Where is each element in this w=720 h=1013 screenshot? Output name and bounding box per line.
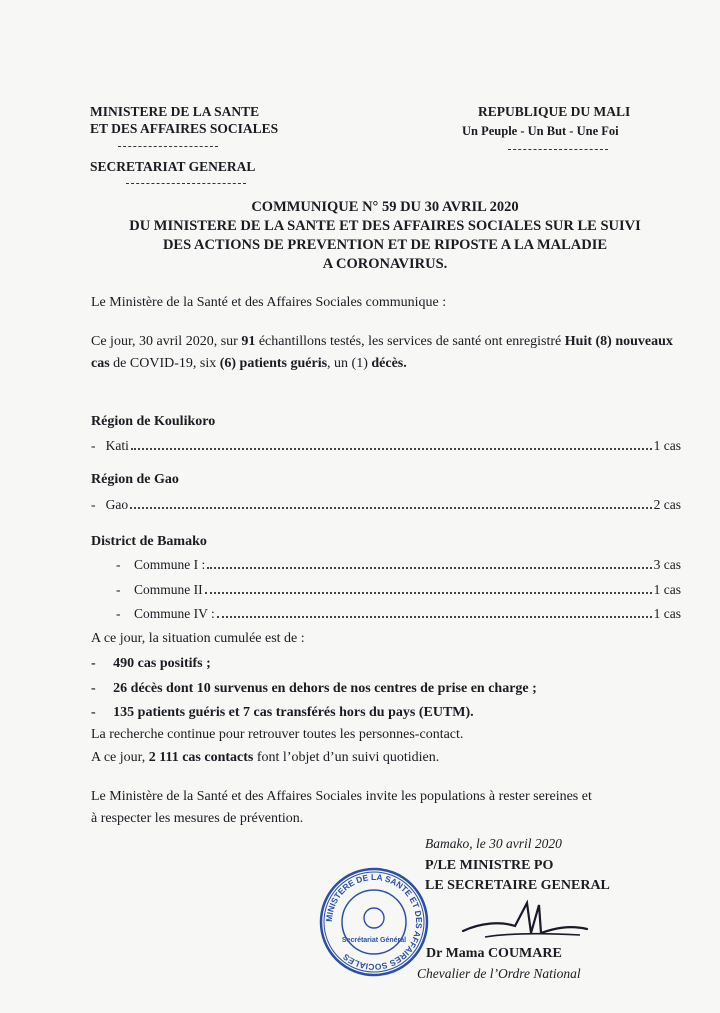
dot-leader	[131, 448, 652, 450]
for-minister: P/LE MINISTRE PO	[425, 858, 554, 873]
dot-leader	[217, 616, 652, 618]
cumulative-item: - 490 cas positifs ;	[91, 656, 211, 671]
header-separator	[126, 183, 246, 184]
summary-text: , un (1)	[327, 356, 372, 371]
signatory-name: Dr Mama COUMARE	[426, 946, 562, 961]
intro-text: Le Ministère de la Santé et des Affaires Sociales communique :	[91, 295, 447, 310]
stamp-outer-text: MINISTERE DE LA SANTE ET DES AFFAIRES SOCIALES	[323, 871, 425, 973]
contacts-count: 2 111 cas contacts	[148, 750, 254, 765]
place-name: Kati	[105, 438, 129, 453]
cumulative-text: 135 patients guéris et 7 cas transférés hors du pays (EUTM).	[113, 705, 474, 720]
cumulative-item: - 26 décès dont 10 survenus en dehors de nos centres de prise en charge ;	[91, 681, 537, 696]
dot-leader	[205, 592, 652, 594]
case-count: 3 cas	[653, 557, 681, 572]
header-separator	[508, 149, 608, 150]
signatory-honor: Chevalier de l’Ordre National	[417, 966, 581, 981]
cumulative-intro: A ce jour, la situation cumulée est de :	[91, 631, 305, 646]
place-date: Bamako, le 30 avril 2020	[425, 836, 562, 851]
contacts-text	[91, 747, 439, 769]
recovered-count: (6) patients guéris	[219, 356, 328, 371]
cumulative-text: 490 cas positifs ;	[113, 656, 211, 671]
bullet: -	[116, 557, 134, 572]
title-line: DU MINISTERE DE LA SANTE ET DES AFFAIRES SOCIALES SUR LE SUIVI	[129, 218, 641, 234]
summary-text: Ce jour, 30 avril 2020, sur	[91, 334, 242, 349]
title-line: DES ACTIONS DE PREVENTION ET DE RIPOSTE A LA MALADIE	[162, 237, 608, 253]
stamp-inner-text: Secrétariat Général	[341, 937, 407, 944]
region-heading: Région de Koulikoro	[91, 414, 216, 429]
dot-leader	[130, 507, 652, 509]
dot-leader	[207, 567, 651, 569]
samples-count: 91	[241, 334, 256, 349]
place-name: Commune II	[134, 582, 203, 597]
bullet: -	[116, 582, 134, 597]
handwritten-signature	[455, 893, 595, 951]
secretariat-general: SECRETARIAT GENERAL	[90, 159, 256, 174]
cumulative-text: 26 décès dont 10 survenus en dehors de nos centres de prise en charge ;	[113, 681, 537, 696]
case-line	[116, 606, 681, 622]
title-line: A CORONAVIRUS.	[322, 256, 448, 272]
header-separator	[118, 146, 218, 147]
title-line: COMMUNIQUE N° 59 DU 30 AVRIL 2020	[251, 199, 519, 215]
secretary-title: LE SECRETAIRE GENERAL	[425, 878, 610, 893]
official-stamp	[318, 866, 430, 978]
summary-text: échantillons testés, les services de santé ont enregistré	[255, 334, 565, 349]
new-cases-word: Huit	[564, 334, 593, 349]
deaths-text: décès.	[371, 356, 407, 371]
ministry-name-line1: MINISTERE DE LA SANTE	[90, 104, 260, 119]
closing-line: Le Ministère de la Santé et des Affaires Sociales invite les populations à rester sereines et	[91, 789, 592, 804]
case-count: 1 cas	[653, 606, 681, 621]
bullet: -	[116, 606, 134, 621]
case-line	[116, 557, 681, 573]
case-count: 1 cas	[653, 582, 681, 597]
contacts-text-part: A ce jour,	[91, 750, 149, 765]
place-name: Gao	[105, 497, 129, 512]
place-name: Commune I :	[134, 557, 206, 572]
summary-paragraph	[91, 331, 681, 375]
bullet: -	[91, 497, 106, 512]
place-name: Commune IV :	[134, 606, 215, 621]
case-line	[116, 582, 681, 598]
national-motto: Un Peuple - Un But - Une Foi	[462, 124, 619, 138]
contacts-text-part: font l’objet d’un suivi quotidien.	[253, 750, 440, 765]
case-count: 1 cas	[653, 438, 681, 453]
summary-text: de COVID-19, six	[109, 356, 220, 371]
research-text: La recherche continue pour retrouver toutes les personnes-contact.	[91, 727, 464, 742]
case-line	[91, 497, 681, 513]
region-heading: Région de Gao	[91, 472, 179, 487]
cumulative-item: - 135 patients guéris et 7 cas transférés hors du pays (EUTM).	[91, 705, 474, 720]
bullet: -	[91, 438, 106, 453]
region-heading: District de Bamako	[91, 534, 207, 549]
closing-line: à respecter les mesures de prévention.	[91, 811, 304, 826]
case-line	[91, 438, 681, 454]
case-count: 2 cas	[653, 497, 681, 512]
communique-title	[60, 198, 710, 274]
ministry-name-line2: ET DES AFFAIRES SOCIALES	[90, 121, 279, 136]
new-cases-count: (8) nouveaux cas	[91, 334, 673, 371]
republic-name: REPUBLIQUE DU MALI	[478, 104, 631, 119]
